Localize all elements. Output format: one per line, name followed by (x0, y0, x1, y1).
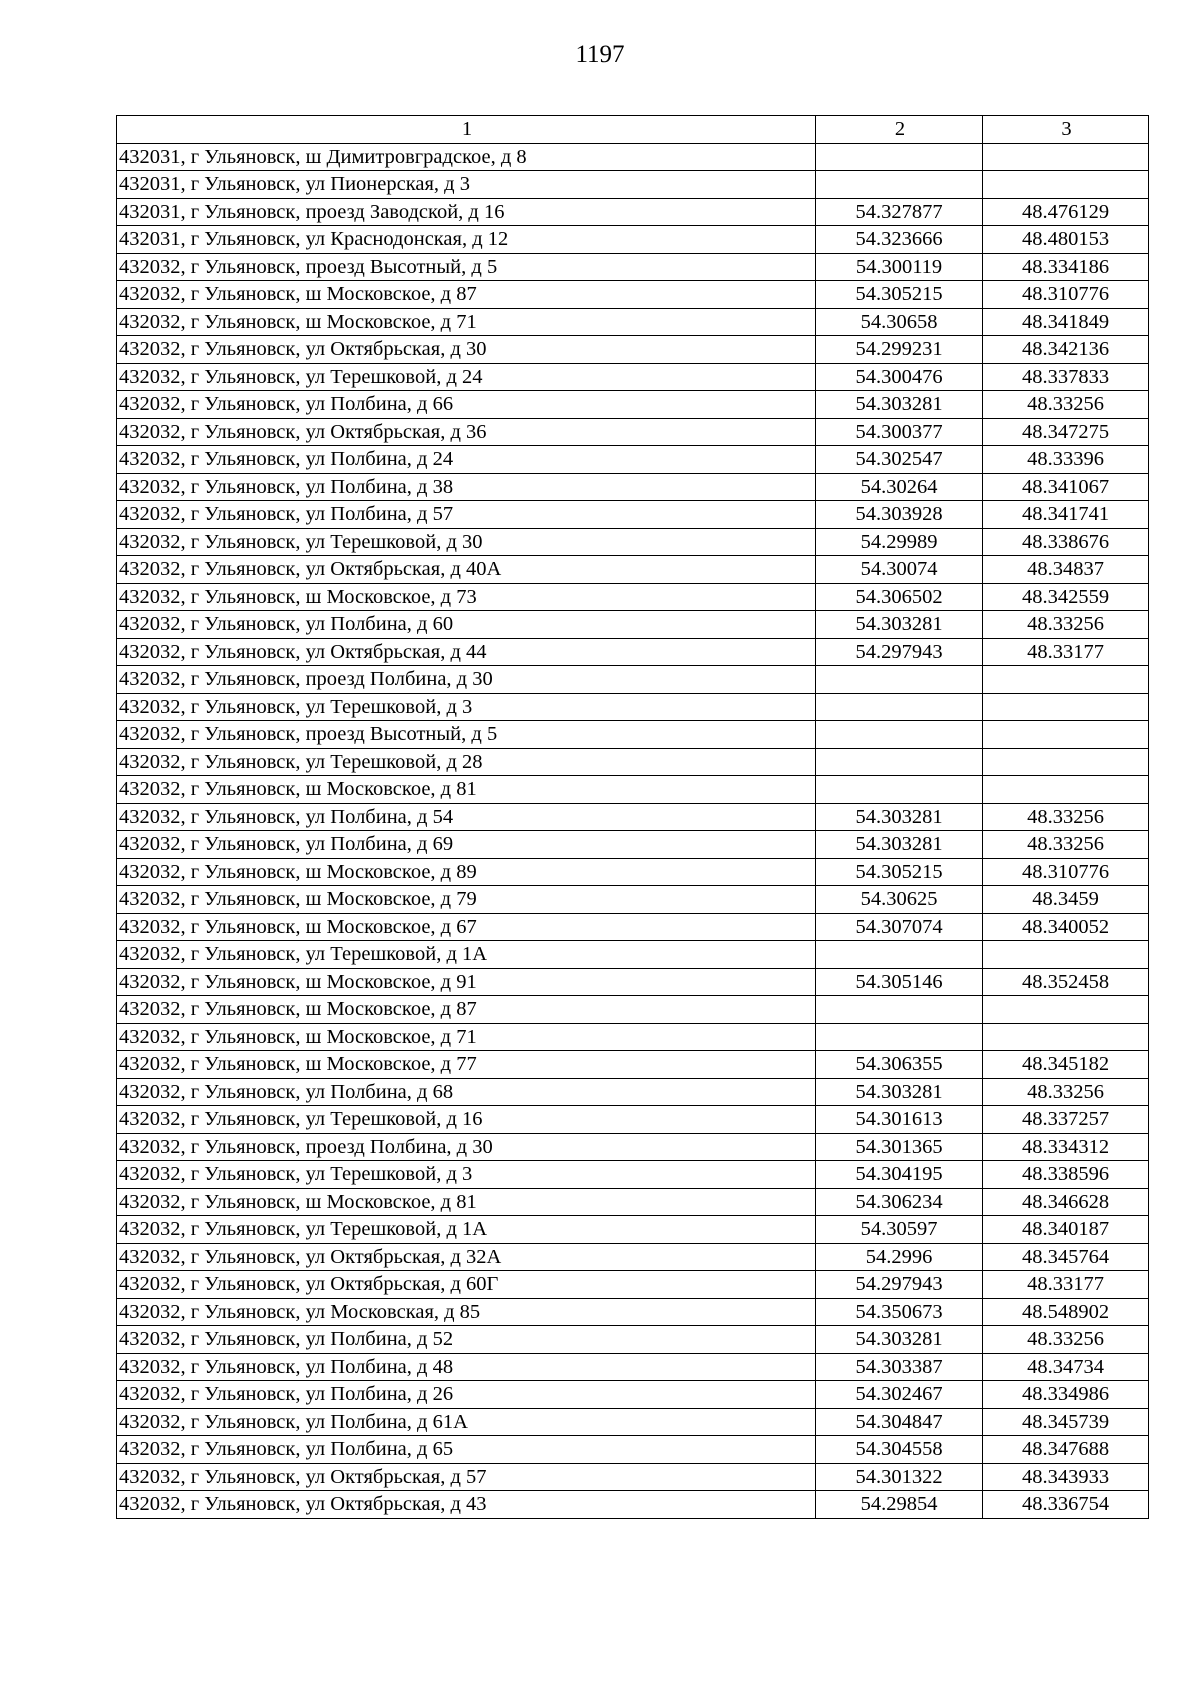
address-cell: 432032, г Ульяновск, ул Терешковой, д 16 (117, 1106, 816, 1134)
latitude-cell: 54.301613 (816, 1106, 983, 1134)
longitude-cell: 48.338596 (983, 1161, 1149, 1189)
address-cell: 432032, г Ульяновск, ул Терешковой, д 1А (117, 941, 816, 969)
address-cell: 432032, г Ульяновск, ул Полбина, д 48 (117, 1353, 816, 1381)
longitude-cell: 48.476129 (983, 198, 1149, 226)
latitude-cell: 54.300476 (816, 363, 983, 391)
latitude-cell: 54.350673 (816, 1298, 983, 1326)
address-coordinates-table (116, 115, 1149, 1519)
table-row (117, 226, 1149, 254)
address-cell: 432032, г Ульяновск, ш Московское, д 79 (117, 886, 816, 914)
latitude-cell: 54.302547 (816, 446, 983, 474)
table-row (117, 1491, 1149, 1519)
table-row (117, 198, 1149, 226)
longitude-cell: 48.33256 (983, 1326, 1149, 1354)
latitude-cell: 54.303387 (816, 1353, 983, 1381)
latitude-cell: 54.301322 (816, 1463, 983, 1491)
longitude-cell (983, 693, 1149, 721)
latitude-cell: 54.304558 (816, 1436, 983, 1464)
table-row (117, 968, 1149, 996)
longitude-cell: 48.310776 (983, 858, 1149, 886)
latitude-cell: 54.303281 (816, 831, 983, 859)
address-cell: 432032, г Ульяновск, ул Октябрьская, д 30 (117, 336, 816, 364)
latitude-cell: 54.303281 (816, 1326, 983, 1354)
latitude-cell: 54.300377 (816, 418, 983, 446)
latitude-cell: 54.30625 (816, 886, 983, 914)
latitude-cell: 54.303281 (816, 1078, 983, 1106)
longitude-cell: 48.345739 (983, 1408, 1149, 1436)
latitude-cell: 54.303281 (816, 803, 983, 831)
address-cell: 432032, г Ульяновск, проезд Высотный, д 5 (117, 253, 816, 281)
longitude-cell (983, 996, 1149, 1024)
latitude-cell: 54.30597 (816, 1216, 983, 1244)
address-cell: 432032, г Ульяновск, ш Московское, д 81 (117, 1188, 816, 1216)
longitude-cell: 48.346628 (983, 1188, 1149, 1216)
longitude-cell: 48.334986 (983, 1381, 1149, 1409)
table-row (117, 253, 1149, 281)
latitude-cell: 54.297943 (816, 638, 983, 666)
table-row (117, 473, 1149, 501)
latitude-cell (816, 996, 983, 1024)
table-row (117, 528, 1149, 556)
address-cell: 432032, г Ульяновск, ш Московское, д 77 (117, 1051, 816, 1079)
longitude-cell: 48.337833 (983, 363, 1149, 391)
longitude-cell (983, 748, 1149, 776)
latitude-cell: 54.306502 (816, 583, 983, 611)
table-row (117, 281, 1149, 309)
latitude-cell: 54.302467 (816, 1381, 983, 1409)
table-row (117, 1463, 1149, 1491)
address-cell: 432032, г Ульяновск, ул Московская, д 85 (117, 1298, 816, 1326)
table-row (117, 858, 1149, 886)
table-row (117, 1243, 1149, 1271)
table-row (117, 831, 1149, 859)
address-cell: 432032, г Ульяновск, ул Октябрьская, д 44 (117, 638, 816, 666)
latitude-cell: 54.306234 (816, 1188, 983, 1216)
latitude-cell: 54.305215 (816, 858, 983, 886)
address-cell: 432032, г Ульяновск, ул Полбина, д 61А (117, 1408, 816, 1436)
column-header-3: 3 (983, 116, 1149, 144)
address-cell: 432032, г Ульяновск, ш Московское, д 71 (117, 1023, 816, 1051)
latitude-cell: 54.327877 (816, 198, 983, 226)
table-row (117, 1298, 1149, 1326)
table-row (117, 1436, 1149, 1464)
table-row (117, 1023, 1149, 1051)
address-cell: 432032, г Ульяновск, ул Полбина, д 54 (117, 803, 816, 831)
longitude-cell: 48.34837 (983, 556, 1149, 584)
table-row (117, 556, 1149, 584)
address-cell: 432032, г Ульяновск, проезд Полбина, д 30 (117, 666, 816, 694)
latitude-cell: 54.323666 (816, 226, 983, 254)
address-cell: 432032, г Ульяновск, ул Полбина, д 38 (117, 473, 816, 501)
table-row (117, 1078, 1149, 1106)
longitude-cell (983, 143, 1149, 171)
table-row (117, 1133, 1149, 1161)
address-cell: 432032, г Ульяновск, ул Терешковой, д 3 (117, 1161, 816, 1189)
table-row (117, 1106, 1149, 1134)
table-row (117, 1326, 1149, 1354)
address-cell: 432032, г Ульяновск, ул Октябрьская, д 32А (117, 1243, 816, 1271)
longitude-cell: 48.336754 (983, 1491, 1149, 1519)
column-header-2: 2 (816, 116, 983, 144)
address-cell: 432031, г Ульяновск, ш Димитровградское, д 8 (117, 143, 816, 171)
longitude-cell: 48.342136 (983, 336, 1149, 364)
address-cell: 432032, г Ульяновск, ш Московское, д 71 (117, 308, 816, 336)
latitude-cell: 54.301365 (816, 1133, 983, 1161)
latitude-cell (816, 941, 983, 969)
address-cell: 432031, г Ульяновск, проезд Заводской, д 16 (117, 198, 816, 226)
latitude-cell: 54.299231 (816, 336, 983, 364)
latitude-cell: 54.30074 (816, 556, 983, 584)
address-cell: 432032, г Ульяновск, ул Полбина, д 57 (117, 501, 816, 529)
table-header (117, 116, 1149, 144)
table-row (117, 363, 1149, 391)
table-row (117, 583, 1149, 611)
address-cell: 432032, г Ульяновск, ул Терешковой, д 3 (117, 693, 816, 721)
longitude-cell: 48.34734 (983, 1353, 1149, 1381)
latitude-cell: 54.303281 (816, 391, 983, 419)
address-cell: 432032, г Ульяновск, ш Московское, д 81 (117, 776, 816, 804)
address-cell: 432031, г Ульяновск, ул Пионерская, д 3 (117, 171, 816, 199)
latitude-cell: 54.304847 (816, 1408, 983, 1436)
address-cell: 432032, г Ульяновск, ул Полбина, д 26 (117, 1381, 816, 1409)
column-header-1: 1 (117, 116, 816, 144)
table-row (117, 143, 1149, 171)
longitude-cell (983, 171, 1149, 199)
longitude-cell: 48.345764 (983, 1243, 1149, 1271)
table-row (117, 776, 1149, 804)
address-cell: 432031, г Ульяновск, ул Краснодонская, д 12 (117, 226, 816, 254)
latitude-cell: 54.303928 (816, 501, 983, 529)
longitude-cell: 48.341849 (983, 308, 1149, 336)
latitude-cell: 54.297943 (816, 1271, 983, 1299)
latitude-cell (816, 1023, 983, 1051)
latitude-cell (816, 748, 983, 776)
latitude-cell (816, 171, 983, 199)
address-cell: 432032, г Ульяновск, ш Московское, д 89 (117, 858, 816, 886)
table-row (117, 501, 1149, 529)
longitude-cell: 48.3459 (983, 886, 1149, 914)
longitude-cell: 48.345182 (983, 1051, 1149, 1079)
table-row (117, 638, 1149, 666)
latitude-cell: 54.2996 (816, 1243, 983, 1271)
longitude-cell: 48.33177 (983, 1271, 1149, 1299)
latitude-cell: 54.29854 (816, 1491, 983, 1519)
table-row (117, 418, 1149, 446)
latitude-cell (816, 721, 983, 749)
longitude-cell: 48.33256 (983, 391, 1149, 419)
address-cell: 432032, г Ульяновск, ул Октябрьская, д 40А (117, 556, 816, 584)
address-cell: 432032, г Ульяновск, проезд Высотный, д 5 (117, 721, 816, 749)
address-cell: 432032, г Ульяновск, ул Полбина, д 65 (117, 1436, 816, 1464)
table-row (117, 446, 1149, 474)
longitude-cell (983, 721, 1149, 749)
table-row (117, 1188, 1149, 1216)
longitude-cell: 48.347275 (983, 418, 1149, 446)
longitude-cell: 48.548902 (983, 1298, 1149, 1326)
longitude-cell: 48.33256 (983, 803, 1149, 831)
longitude-cell: 48.341741 (983, 501, 1149, 529)
address-cell: 432032, г Ульяновск, ул Октябрьская, д 57 (117, 1463, 816, 1491)
longitude-cell: 48.480153 (983, 226, 1149, 254)
table-row (117, 913, 1149, 941)
table-row (117, 1408, 1149, 1436)
page-number: 1197 (575, 41, 625, 68)
longitude-cell (983, 776, 1149, 804)
latitude-cell (816, 693, 983, 721)
latitude-cell: 54.307074 (816, 913, 983, 941)
longitude-cell: 48.340187 (983, 1216, 1149, 1244)
table-row (117, 1161, 1149, 1189)
table-row (117, 1381, 1149, 1409)
table-row (117, 721, 1149, 749)
longitude-cell (983, 666, 1149, 694)
header-row (117, 116, 1149, 144)
address-cell: 432032, г Ульяновск, ул Терешковой, д 24 (117, 363, 816, 391)
latitude-cell: 54.305146 (816, 968, 983, 996)
address-cell: 432032, г Ульяновск, ш Московское, д 87 (117, 281, 816, 309)
address-cell: 432032, г Ульяновск, ш Московское, д 73 (117, 583, 816, 611)
longitude-cell: 48.342559 (983, 583, 1149, 611)
longitude-cell (983, 1023, 1149, 1051)
longitude-cell: 48.33256 (983, 611, 1149, 639)
latitude-cell: 54.30658 (816, 308, 983, 336)
table-body (117, 143, 1149, 1518)
table-row (117, 1051, 1149, 1079)
longitude-cell (983, 941, 1149, 969)
address-cell: 432032, г Ульяновск, ул Полбина, д 69 (117, 831, 816, 859)
latitude-cell: 54.306355 (816, 1051, 983, 1079)
latitude-cell: 54.303281 (816, 611, 983, 639)
longitude-cell: 48.33396 (983, 446, 1149, 474)
longitude-cell: 48.337257 (983, 1106, 1149, 1134)
longitude-cell: 48.334186 (983, 253, 1149, 281)
table-row (117, 336, 1149, 364)
table-row (117, 748, 1149, 776)
address-cell: 432032, г Ульяновск, ул Полбина, д 24 (117, 446, 816, 474)
address-cell: 432032, г Ульяновск, ул Октябрьская, д 36 (117, 418, 816, 446)
address-cell: 432032, г Ульяновск, ул Полбина, д 66 (117, 391, 816, 419)
longitude-cell: 48.338676 (983, 528, 1149, 556)
table-row (117, 171, 1149, 199)
longitude-cell: 48.310776 (983, 281, 1149, 309)
table-row (117, 693, 1149, 721)
longitude-cell: 48.33256 (983, 1078, 1149, 1106)
address-cell: 432032, г Ульяновск, проезд Полбина, д 30 (117, 1133, 816, 1161)
latitude-cell: 54.305215 (816, 281, 983, 309)
table-row (117, 886, 1149, 914)
table-row (117, 666, 1149, 694)
address-cell: 432032, г Ульяновск, ул Терешковой, д 1А (117, 1216, 816, 1244)
latitude-cell (816, 143, 983, 171)
longitude-cell: 48.340052 (983, 913, 1149, 941)
longitude-cell: 48.334312 (983, 1133, 1149, 1161)
address-cell: 432032, г Ульяновск, ш Московское, д 67 (117, 913, 816, 941)
address-cell: 432032, г Ульяновск, ул Полбина, д 52 (117, 1326, 816, 1354)
table-row (117, 1216, 1149, 1244)
longitude-cell: 48.343933 (983, 1463, 1149, 1491)
table-row (117, 996, 1149, 1024)
address-cell: 432032, г Ульяновск, ул Октябрьская, д 43 (117, 1491, 816, 1519)
table-row (117, 611, 1149, 639)
longitude-cell: 48.347688 (983, 1436, 1149, 1464)
latitude-cell: 54.29989 (816, 528, 983, 556)
latitude-cell: 54.30264 (816, 473, 983, 501)
table-row (117, 1353, 1149, 1381)
table-row (117, 1271, 1149, 1299)
longitude-cell: 48.341067 (983, 473, 1149, 501)
address-cell: 432032, г Ульяновск, ул Терешковой, д 30 (117, 528, 816, 556)
latitude-cell (816, 776, 983, 804)
address-cell: 432032, г Ульяновск, ул Полбина, д 60 (117, 611, 816, 639)
address-cell: 432032, г Ульяновск, ул Полбина, д 68 (117, 1078, 816, 1106)
address-cell: 432032, г Ульяновск, ш Московское, д 87 (117, 996, 816, 1024)
longitude-cell: 48.352458 (983, 968, 1149, 996)
address-cell: 432032, г Ульяновск, ш Московское, д 91 (117, 968, 816, 996)
longitude-cell: 48.33256 (983, 831, 1149, 859)
table-row (117, 941, 1149, 969)
address-cell: 432032, г Ульяновск, ул Октябрьская, д 60Г (117, 1271, 816, 1299)
latitude-cell: 54.300119 (816, 253, 983, 281)
table-row (117, 391, 1149, 419)
table-row (117, 803, 1149, 831)
latitude-cell (816, 666, 983, 694)
latitude-cell: 54.304195 (816, 1161, 983, 1189)
longitude-cell: 48.33177 (983, 638, 1149, 666)
address-cell: 432032, г Ульяновск, ул Терешковой, д 28 (117, 748, 816, 776)
table-row (117, 308, 1149, 336)
